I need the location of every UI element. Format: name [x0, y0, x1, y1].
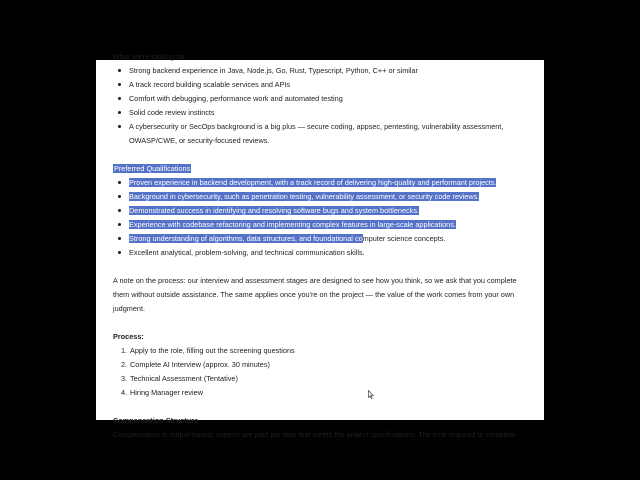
list-item: A track record building scalable services and APIs — [113, 78, 529, 92]
looking-for-list — [113, 64, 529, 148]
looking-for-heading: What we're looking for — [113, 52, 185, 61]
process-step: 4. Hiring Manager review — [121, 388, 203, 397]
selected-text: Proven experience in backend development, with a track record of delivering high-quality and performant projects. — [129, 178, 497, 187]
list-item: Strong backend experience in Java, Node.js, Go, Rust, Typescript, Python, C++ or similar — [113, 64, 529, 78]
process-step: 3. Technical Assessment (Tentative) — [121, 374, 238, 383]
process-heading: Process: — [113, 332, 144, 341]
list-item: Comfort with debugging, performance work and automated testing — [113, 92, 529, 106]
list-item — [113, 232, 529, 246]
job-description — [113, 50, 529, 442]
list-item: Solid code review instincts — [113, 106, 529, 120]
list-item — [113, 218, 529, 232]
selected-text: Strong understanding of algorithms, data structures, and foundational co — [129, 234, 363, 243]
preferred-list — [113, 176, 529, 260]
list-item: Excellent analytical, problem-solving, and technical communication skills. — [113, 246, 529, 260]
mouse-cursor-icon — [368, 390, 374, 399]
process-step: 1. Apply to the role, filling out the screening questions — [121, 346, 295, 355]
list-item — [113, 190, 529, 204]
compensation-heading: Compensation Structure — [113, 416, 199, 425]
selected-text: Background in cybersecurity, such as penetration testing, vulnerability assessment, or security code reviews. — [129, 192, 480, 201]
list-item — [113, 204, 529, 218]
document-page — [96, 52, 544, 439]
process-steps — [113, 344, 529, 400]
process-step: 2. Complete AI Interview (approx. 30 minutes) — [121, 360, 270, 369]
selected-text: Experience with codebase refactoring and implementing complex features in large-scale applications. — [129, 220, 456, 229]
unselected-text: mputer science concepts. — [362, 234, 446, 243]
selected-text: Demonstrated success in identifying and resolving software bugs and system bottlenecks. — [129, 206, 419, 215]
list-item: A cybersecurity or SecOps background is a big plus — secure coding, appsec, pentesting, vulnerability assessment, OWASP/CWE, or security-focused reviews. — [113, 120, 529, 148]
list-item — [113, 176, 529, 190]
compensation-text: Compensation is output-based; experts are paid per task that meets the project specifications. The time required to complete — [113, 430, 516, 439]
preferred-heading-text: Preferred Qualifications — [114, 164, 191, 173]
process-note: A note on the process: our interview and assessment stages are designed to see how you think, so we ask that you complete them without outside assistance. The same applies once you're on the project — the value of the work comes from your own judgment. — [113, 276, 517, 313]
preferred-heading — [113, 162, 529, 176]
